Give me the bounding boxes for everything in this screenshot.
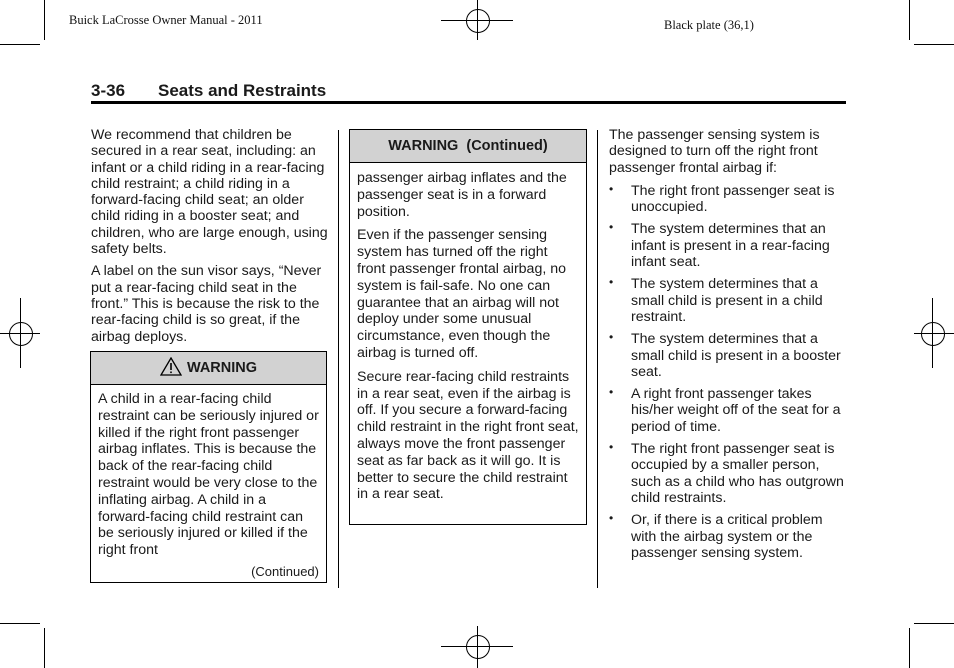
bullet-icon: • xyxy=(609,511,614,526)
intro-paragraph: The passenger sensing system is designed to turn off the right front passenger frontal airbag if: xyxy=(609,127,820,176)
warning-box xyxy=(90,351,327,583)
list-item: • The system determines that a small child is present in a booster seat. xyxy=(609,330,841,380)
crop-mark xyxy=(909,628,910,668)
continued-label: (Continued) xyxy=(251,564,319,579)
bullet-icon: • xyxy=(609,440,614,455)
warning-header xyxy=(91,352,326,385)
warning-body xyxy=(91,385,326,559)
crop-mark xyxy=(909,0,910,40)
column-3 xyxy=(609,127,849,567)
paragraph: A label on the sun visor says, “Never put a rear-facing child seat in the front.” This is because the risk to the rear-facing child is so great, if the airbag deploys. xyxy=(91,263,322,345)
paragraph: We recommend that children be secured in a rear seat, including: an infant or a child riding in a rear-facing child restraint; a child riding in a forward-facing child seat; an older child riding in a booster seat; and children, who are large enough, using safety belts. xyxy=(91,127,328,258)
warning-continued-header xyxy=(350,130,586,163)
plate-number: Black plate (36,1) xyxy=(664,18,754,32)
crop-mark xyxy=(0,623,40,624)
section-title: Seats and Restraints xyxy=(158,81,327,100)
warning-continued-body xyxy=(350,163,586,503)
column-divider xyxy=(338,130,339,588)
warning-triangle-icon xyxy=(160,357,182,380)
warning-text: A child in a rear-facing child restraint can be seriously injured or killed if the right front passenger airbag inflates. This is because the back of the rear-facing child restraint would be very close to the inflating airbag. A child in a forward-facing child restraint can be seriously injured or killed if the right front xyxy=(98,391,319,559)
crop-mark xyxy=(44,0,45,40)
plate-manual-title: Buick LaCrosse Owner Manual - 2011 xyxy=(69,13,263,27)
registration-mark-bottom xyxy=(441,624,513,668)
warning-continued-box xyxy=(349,129,587,525)
bullet-icon: • xyxy=(609,385,614,400)
list-item: • The right front passenger seat is occupied by a smaller person, such as a child who has outgrown child restraints. xyxy=(609,440,844,506)
list-item: • Or, if there is a critical problem with the airbag system or the passenger sensing system. xyxy=(609,511,823,561)
warning-paragraph: passenger airbag inflates and the passenger seat is in a forward position. xyxy=(357,170,567,220)
list-item: • The system determines that an infant is present in a rear-facing infant seat. xyxy=(609,220,830,271)
column-1 xyxy=(91,127,331,351)
crop-mark xyxy=(914,44,954,45)
header-rule xyxy=(91,101,846,104)
list-item: • The system determines that a small child is present in a child restraint. xyxy=(609,275,823,325)
registration-mark-top xyxy=(441,0,513,44)
crop-mark xyxy=(0,44,40,45)
condition-list xyxy=(609,183,849,561)
warning-paragraph: Even if the passenger sensing system has turned off the right front passenger frontal airbag, no system is fail-safe. No one can guarantee that an airbag will not deploy under some unusual circumstance, even though the airbag is turned off. xyxy=(357,227,567,361)
list-item: • A right front passenger takes his/her weight off of the seat for a period of time. xyxy=(609,385,841,435)
bullet-icon: • xyxy=(609,181,614,196)
crop-mark xyxy=(914,623,954,624)
registration-mark-right xyxy=(910,298,954,368)
bullet-icon: • xyxy=(609,275,614,290)
warning-title: WARNING xyxy=(186,360,258,376)
bullet-icon: • xyxy=(609,330,614,345)
bullet-icon: • xyxy=(609,220,614,235)
column-divider xyxy=(597,130,598,588)
warning-paragraph: Secure rear-facing child restraints in a rear seat, even if the airbag is off. If you secure a forward-facing child restraint in the right front seat, always move the front passenger seat as far back as it will go. It is better to secure the child restraint in a rear seat. xyxy=(357,368,579,503)
registration-mark-left xyxy=(0,298,44,368)
page-number: 3-36 xyxy=(91,81,126,100)
crop-mark xyxy=(44,628,45,668)
list-item: • The right front passenger seat is unoccupied. xyxy=(609,181,835,216)
warning-continued-title: WARNING (Continued) xyxy=(388,138,548,154)
